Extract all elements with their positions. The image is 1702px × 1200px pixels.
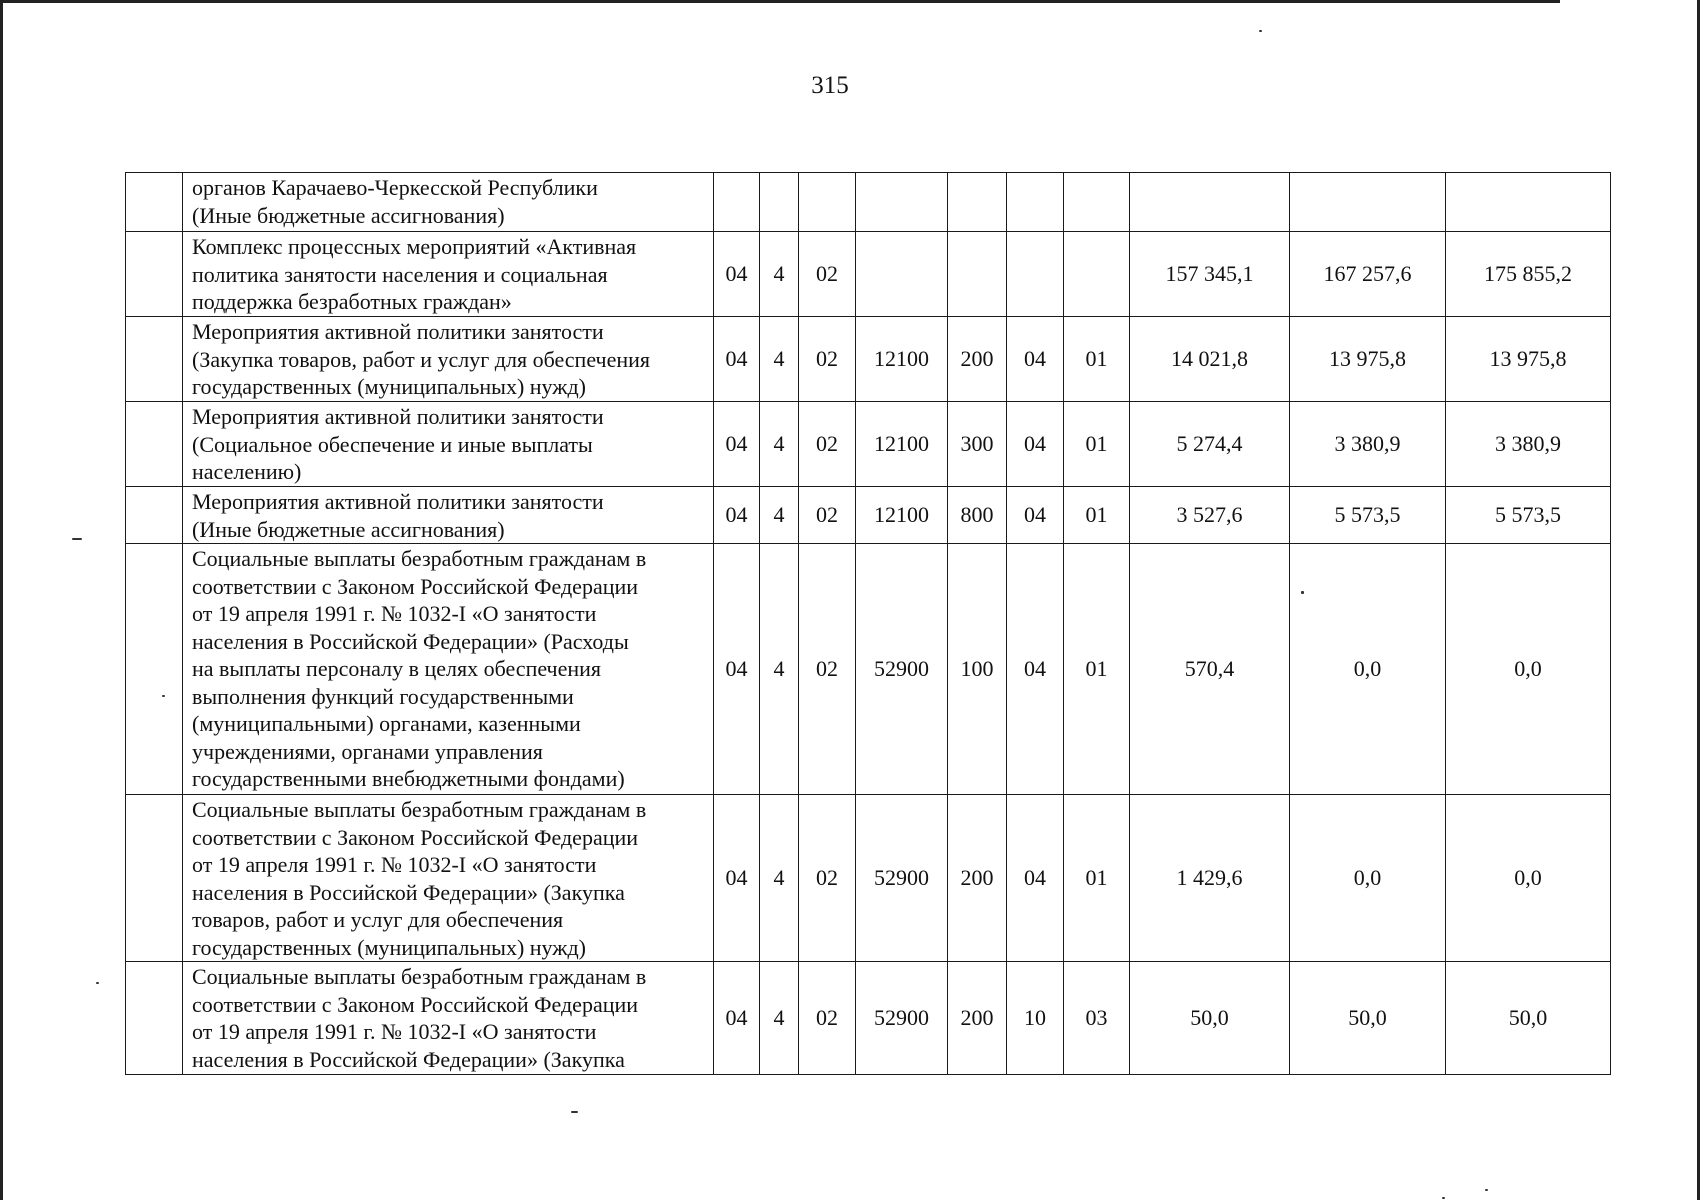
code-expense-type-cell: 200 <box>948 795 1007 962</box>
code-section-cell <box>714 173 760 232</box>
amount-year1-cell: 570,4 <box>1130 544 1290 795</box>
amount-year1-cell: 3 527,6 <box>1130 487 1290 544</box>
code-subsection-cell: 01 <box>1064 544 1130 795</box>
number-cell <box>126 402 183 487</box>
code-section-cell: 04 <box>714 544 760 795</box>
code-section-cell: 04 <box>714 232 760 317</box>
table-row <box>126 232 1611 317</box>
code-section2-cell: 04 <box>1007 402 1064 487</box>
code-expense-type-cell: 800 <box>948 487 1007 544</box>
code-complex-cell: 02 <box>799 232 856 317</box>
scan-speck <box>1301 591 1304 594</box>
amount-year2-cell <box>1290 173 1446 232</box>
amount-year3-cell: 0,0 <box>1446 544 1611 795</box>
code-complex-cell: 02 <box>799 317 856 402</box>
table-row <box>126 173 1611 232</box>
description-text: Социальные выплаты безработным гражданам в соответствии с Законом Российской Федерации от 19 апреля 1991 г. № 1032-I «О занятости населения в Российской Федерации» (Расходы на выплаты персоналу в целях обеспечения выполнения функций государственными (муниципальными) органами, казенными учреждениями, органами управления государственными внебюджетными фондами) <box>192 546 647 791</box>
amount-year3-cell: 0,0 <box>1446 795 1611 962</box>
code-expense-type-cell <box>948 173 1007 232</box>
number-cell <box>126 544 183 795</box>
code-direction-cell <box>856 232 948 317</box>
number-cell <box>126 962 183 1075</box>
code-direction-cell <box>856 173 948 232</box>
code-section2-cell: 04 <box>1007 795 1064 962</box>
amount-year3-cell: 5 573,5 <box>1446 487 1611 544</box>
code-program-cell: 4 <box>760 317 799 402</box>
amount-year2-cell: 0,0 <box>1290 795 1446 962</box>
number-cell <box>126 173 183 232</box>
code-complex-cell: 02 <box>799 544 856 795</box>
code-complex-cell: 02 <box>799 962 856 1075</box>
code-section-cell: 04 <box>714 962 760 1075</box>
amount-year1-cell: 50,0 <box>1130 962 1290 1075</box>
code-subsection-cell <box>1064 232 1130 317</box>
code-expense-type-cell: 300 <box>948 402 1007 487</box>
code-subsection-cell: 01 <box>1064 317 1130 402</box>
amount-year3-cell: 3 380,9 <box>1446 402 1611 487</box>
amount-year3-cell: 50,0 <box>1446 962 1611 1075</box>
code-program-cell: 4 <box>760 795 799 962</box>
code-direction-cell: 12100 <box>856 402 948 487</box>
code-section2-cell: 04 <box>1007 544 1064 795</box>
code-subsection-cell: 03 <box>1064 962 1130 1075</box>
page-border-top <box>0 0 1560 3</box>
description-cell <box>183 317 714 402</box>
code-subsection-cell <box>1064 173 1130 232</box>
description-cell <box>183 402 714 487</box>
amount-year2-cell: 167 257,6 <box>1290 232 1446 317</box>
scan-speck <box>571 1111 578 1113</box>
code-program-cell: 4 <box>760 962 799 1075</box>
amount-year2-cell: 3 380,9 <box>1290 402 1446 487</box>
code-complex-cell: 02 <box>799 487 856 544</box>
page-number: 315 <box>811 72 849 99</box>
code-program-cell: 4 <box>760 544 799 795</box>
code-program-cell <box>760 173 799 232</box>
code-program-cell: 4 <box>760 232 799 317</box>
description-text: Комплекс процессных мероприятий «Активная политика занятости населения и социальная поддержка безработных граждан» <box>192 234 637 314</box>
description-cell <box>183 173 714 232</box>
code-section2-cell: 04 <box>1007 487 1064 544</box>
amount-year2-cell: 0,0 <box>1290 544 1446 795</box>
amount-year2-cell: 13 975,8 <box>1290 317 1446 402</box>
number-cell <box>126 487 183 544</box>
number-cell <box>126 795 183 962</box>
description-text: Мероприятия активной политики занятости (Иные бюджетные ассигнования) <box>192 489 604 542</box>
description-text: Социальные выплаты безработным гражданам в соответствии с Законом Российской Федерации от 19 апреля 1991 г. № 1032-I «О занятости населения в Российской Федерации» (Закупка <box>192 964 647 1072</box>
code-program-cell: 4 <box>760 402 799 487</box>
budget-table <box>125 172 1611 1075</box>
code-expense-type-cell: 200 <box>948 962 1007 1075</box>
scan-speck <box>1259 30 1262 32</box>
code-complex-cell: 02 <box>799 402 856 487</box>
code-section2-cell: 04 <box>1007 317 1064 402</box>
amount-year2-cell: 50,0 <box>1290 962 1446 1075</box>
amount-year1-cell: 5 274,4 <box>1130 402 1290 487</box>
scan-speck <box>1485 1189 1488 1191</box>
description-cell <box>183 232 714 317</box>
code-direction-cell: 52900 <box>856 544 948 795</box>
number-cell <box>126 232 183 317</box>
description-text: Мероприятия активной политики занятости (Закупка товаров, работ и услуг для обеспечения государственных (муниципальных) нужд) <box>192 319 651 399</box>
code-expense-type-cell: 200 <box>948 317 1007 402</box>
description-cell <box>183 962 714 1075</box>
number-cell <box>126 317 183 402</box>
code-section-cell: 04 <box>714 317 760 402</box>
code-expense-type-cell: 100 <box>948 544 1007 795</box>
code-direction-cell: 12100 <box>856 317 948 402</box>
scan-speck <box>1442 1197 1445 1199</box>
scan-speck <box>162 695 165 697</box>
description-text: Социальные выплаты безработным гражданам в соответствии с Законом Российской Федерации от 19 апреля 1991 г. № 1032-I «О занятости населения в Российской Федерации» (Закупка товаров, работ и услуг для обеспечения государственных (муниципальных) нужд) <box>192 797 647 960</box>
description-cell <box>183 795 714 962</box>
amount-year1-cell <box>1130 173 1290 232</box>
code-complex-cell: 02 <box>799 795 856 962</box>
amount-year2-cell: 5 573,5 <box>1290 487 1446 544</box>
table-row <box>126 962 1611 1075</box>
code-direction-cell: 52900 <box>856 795 948 962</box>
page-border-right <box>1697 0 1700 1200</box>
code-section2-cell <box>1007 173 1064 232</box>
description-text: органов Карачаево-Черкесской Республики (Иные бюджетные ассигнования) <box>192 175 598 228</box>
code-direction-cell: 12100 <box>856 487 948 544</box>
description-cell <box>183 487 714 544</box>
amount-year3-cell: 175 855,2 <box>1446 232 1611 317</box>
code-subsection-cell: 01 <box>1064 402 1130 487</box>
description-cell <box>183 544 714 795</box>
scan-speck <box>72 538 82 540</box>
amount-year1-cell: 14 021,8 <box>1130 317 1290 402</box>
code-section-cell: 04 <box>714 402 760 487</box>
code-section2-cell <box>1007 232 1064 317</box>
description-text: Мероприятия активной политики занятости (Социальное обеспечение и иные выплаты населению) <box>192 404 604 484</box>
code-direction-cell: 52900 <box>856 962 948 1075</box>
amount-year1-cell: 157 345,1 <box>1130 232 1290 317</box>
table-row <box>126 795 1611 962</box>
scan-speck <box>96 982 99 984</box>
table-row <box>126 544 1611 795</box>
code-complex-cell <box>799 173 856 232</box>
code-subsection-cell: 01 <box>1064 795 1130 962</box>
page-border-left <box>0 0 3 1200</box>
code-section2-cell: 10 <box>1007 962 1064 1075</box>
code-subsection-cell: 01 <box>1064 487 1130 544</box>
amount-year3-cell: 13 975,8 <box>1446 317 1611 402</box>
table-row <box>126 317 1611 402</box>
table-row <box>126 402 1611 487</box>
code-program-cell: 4 <box>760 487 799 544</box>
table-row <box>126 487 1611 544</box>
code-section-cell: 04 <box>714 487 760 544</box>
code-expense-type-cell <box>948 232 1007 317</box>
amount-year1-cell: 1 429,6 <box>1130 795 1290 962</box>
code-section-cell: 04 <box>714 795 760 962</box>
amount-year3-cell <box>1446 173 1611 232</box>
